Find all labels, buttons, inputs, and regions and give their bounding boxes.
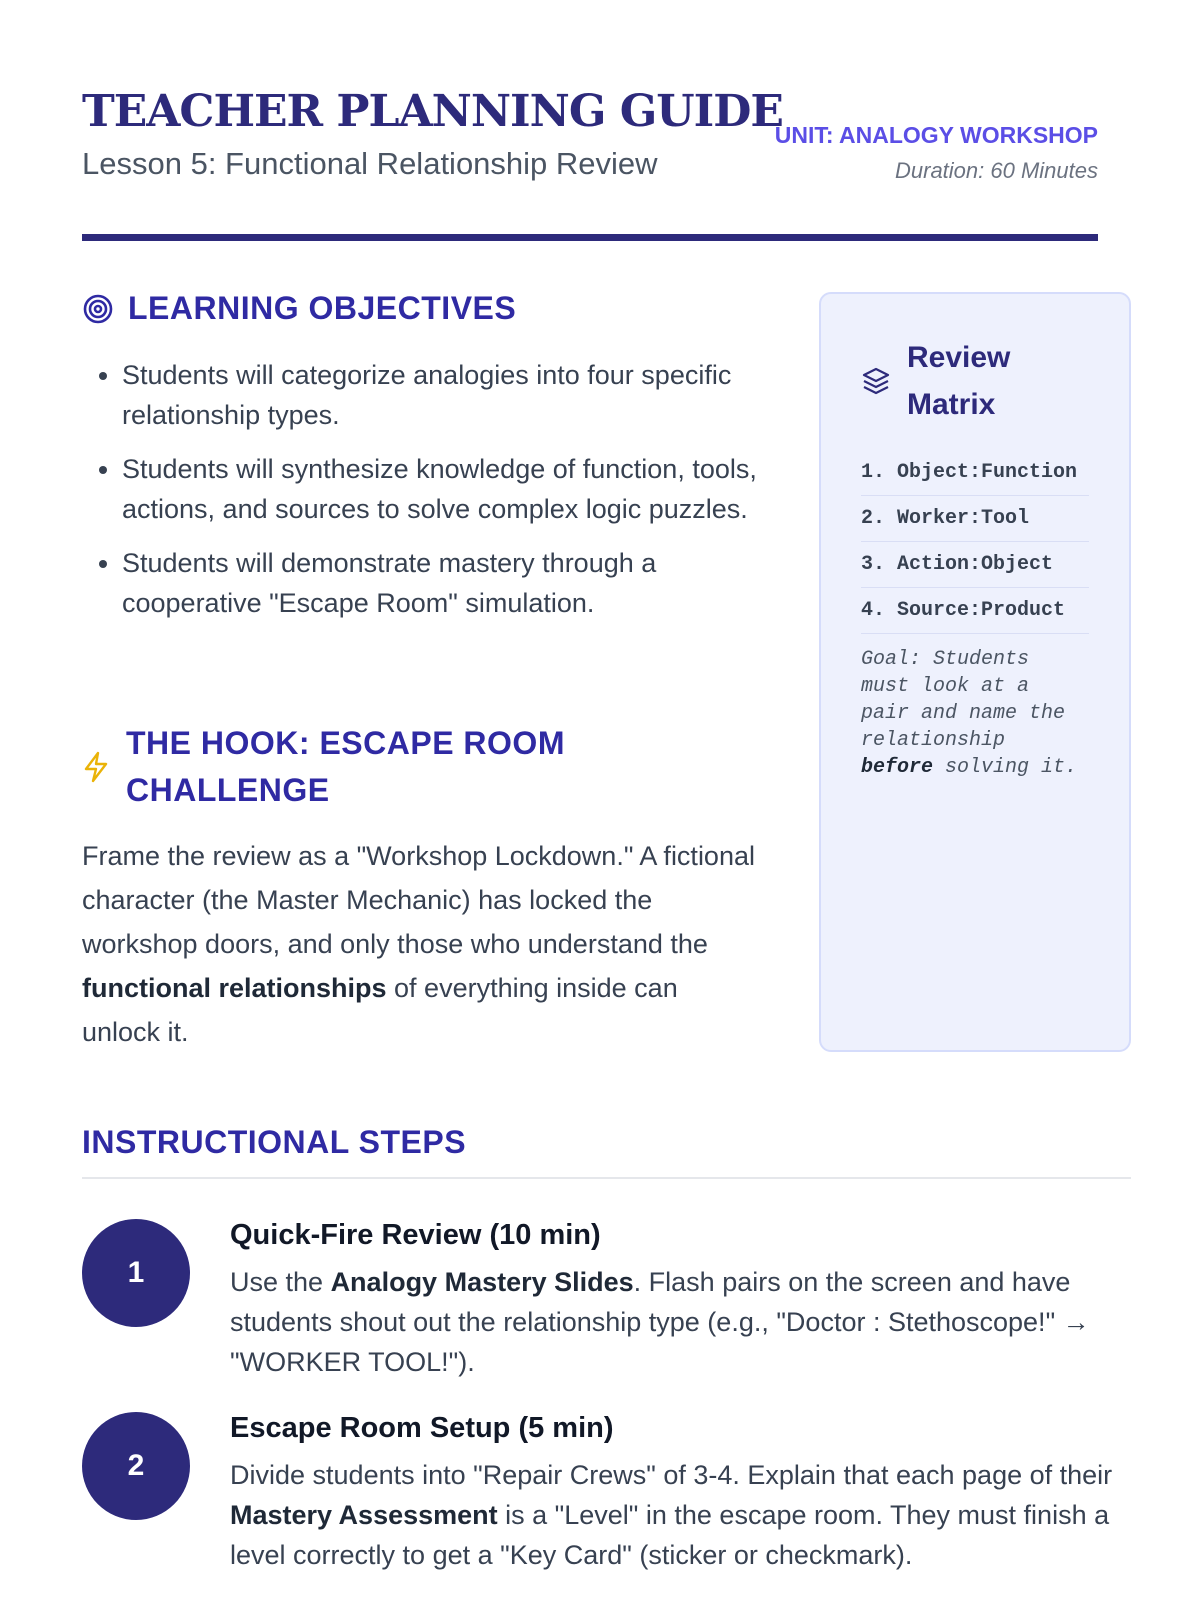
target-icon bbox=[82, 293, 114, 325]
goal-text-start: Goal: Students must look at a pair and name the relationship bbox=[861, 648, 1066, 752]
hook-heading bbox=[82, 720, 762, 814]
step-description bbox=[230, 1262, 1131, 1382]
hook-title: THE HOOK: ESCAPE ROOM CHALLENGE bbox=[126, 725, 565, 808]
hook-text-end: of everything inside can unlock it. bbox=[82, 973, 678, 1047]
matrix-item: 3. Action:Object bbox=[861, 542, 1089, 588]
hook-description bbox=[82, 834, 762, 1054]
step-text-end: . Flash pairs on the screen and have students shout out the relationship type (e.g., "Doctor : Stethoscope!" → "WORKER TOOL!"). bbox=[230, 1267, 1090, 1377]
matrix-item: 4. Source:Product bbox=[861, 588, 1089, 634]
learning-objectives-heading bbox=[82, 290, 762, 327]
hook-section bbox=[82, 720, 762, 1054]
learning-objectives-section bbox=[82, 290, 762, 637]
lightning-icon bbox=[82, 751, 110, 783]
step-item bbox=[82, 1219, 1131, 1382]
layers-icon bbox=[861, 366, 891, 396]
document-title: TEACHER PLANNING GUIDE bbox=[82, 86, 783, 137]
step-title: Quick-Fire Review (10 min) bbox=[230, 1219, 601, 1251]
step-number-badge: 2 bbox=[82, 1412, 190, 1520]
objective-item: • Students will demonstrate mastery through a cooperative "Escape Room" simulation. bbox=[122, 543, 762, 623]
step-text-emphasis: Mastery Assessment bbox=[230, 1500, 498, 1530]
step-text-start: Use the bbox=[230, 1267, 331, 1297]
matrix-item: 1. Object:Function bbox=[861, 450, 1089, 496]
matrix-item: 2. Worker:Tool bbox=[861, 496, 1089, 542]
hook-text-start: Frame the review as a "Workshop Lockdown." A fictional character (the Master Mechanic) has locked the workshop doors, and only those who understand the bbox=[82, 841, 755, 959]
goal-text-emphasis: before bbox=[861, 756, 934, 779]
objectives-list bbox=[82, 355, 762, 623]
step-description bbox=[230, 1455, 1131, 1575]
step-title: Escape Room Setup (5 min) bbox=[230, 1412, 614, 1444]
instructional-steps-section bbox=[82, 1124, 1131, 1575]
review-matrix-title: Review Matrix bbox=[907, 341, 1011, 421]
objective-item: • Students will synthesize knowledge of function, tools, actions, and sources to solve complex logic puzzles. bbox=[122, 449, 762, 529]
duration-label: Duration: 60 Minutes bbox=[895, 158, 1098, 183]
document-subtitle: Lesson 5: Functional Relationship Review bbox=[82, 146, 658, 181]
learning-objectives-title: LEARNING OBJECTIVES bbox=[128, 290, 517, 326]
step-text-end: is a "Level" in the escape room. They must finish a level correctly to get a "Key Card" (sticker or checkmark). bbox=[230, 1500, 1110, 1570]
step-text-emphasis: Analogy Mastery Slides bbox=[330, 1267, 634, 1297]
goal-text-end: solving it. bbox=[933, 756, 1078, 779]
step-number-badge: 1 bbox=[82, 1219, 190, 1327]
review-matrix-card bbox=[819, 292, 1131, 1052]
step-item bbox=[82, 1412, 1131, 1575]
hook-text-emphasis: functional relationships bbox=[82, 973, 387, 1003]
review-matrix-list bbox=[861, 450, 1089, 634]
matrix-goal-note bbox=[861, 646, 1089, 781]
unit-label: UNIT: ANALOGY WORKSHOP bbox=[774, 122, 1098, 148]
document-header bbox=[82, 82, 1098, 241]
step-text-start: Divide students into "Repair Crews" of 3-4. Explain that each page of their bbox=[230, 1460, 1113, 1490]
review-matrix-heading bbox=[861, 334, 1089, 428]
instructional-steps-heading: INSTRUCTIONAL STEPS bbox=[82, 1124, 1131, 1179]
objective-item: • Students will categorize analogies into four specific relationship types. bbox=[122, 355, 762, 435]
